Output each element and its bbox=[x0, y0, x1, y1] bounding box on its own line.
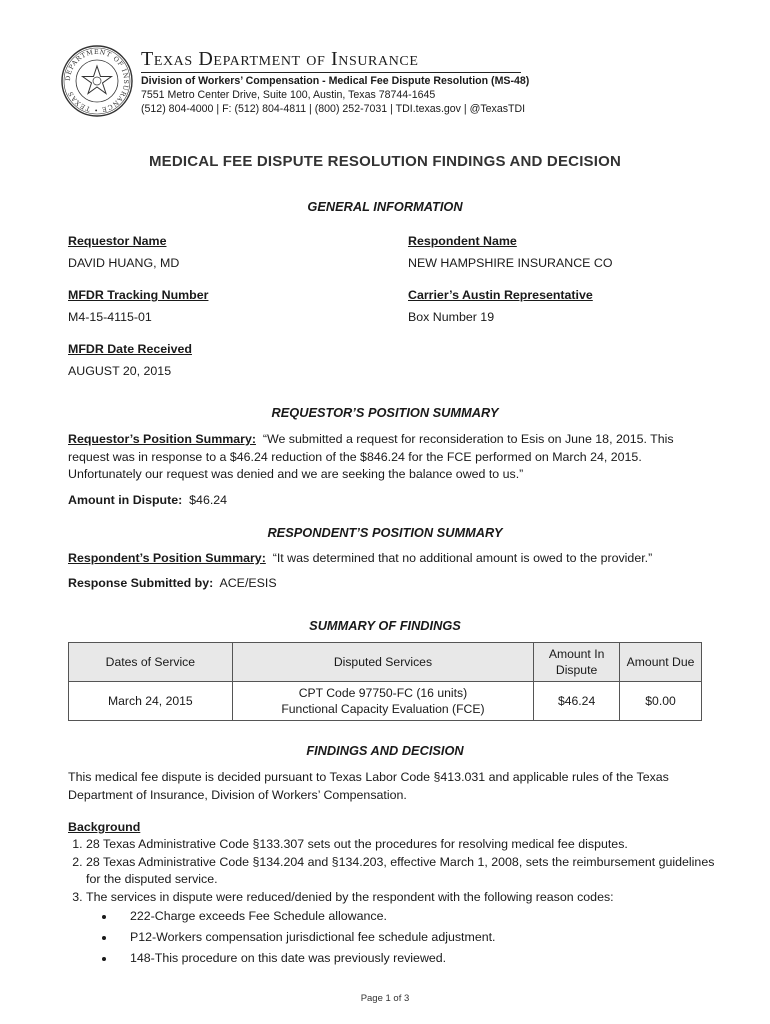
summary-of-findings-heading: SUMMARY OF FINDINGS bbox=[309, 618, 461, 633]
texas-department-of-insurance-seal-icon bbox=[60, 44, 134, 118]
respondent-position-heading: RESPONDENT’S POSITION SUMMARY bbox=[267, 525, 503, 540]
response-submitted-label: Response Submitted by: bbox=[68, 576, 214, 590]
reason-code: • 148-This procedure on this date was previously reviewed. bbox=[116, 950, 726, 967]
amount-in-dispute bbox=[68, 493, 227, 507]
column-header-disputed-services: Disputed Services bbox=[232, 643, 533, 682]
document-title: MEDICAL FEE DISPUTE RESOLUTION FINDINGS AND DECISION bbox=[148, 153, 622, 170]
column-header-amount-due: Amount Due bbox=[620, 643, 702, 682]
header-rule bbox=[141, 72, 521, 73]
tracking-number-label: MFDR Tracking Number bbox=[68, 288, 209, 302]
date-received: AUGUST 20, 2015 bbox=[68, 364, 172, 378]
column-header-amount-in-dispute: Amount In Dispute bbox=[534, 643, 620, 682]
list-item-text: The services in dispute were reduced/denied by the respondent with the following reason codes: bbox=[86, 889, 614, 904]
reason-code: • 222-Charge exceeds Fee Schedule allowance. bbox=[116, 908, 726, 925]
agency-seal bbox=[60, 44, 134, 118]
response-submitted-by bbox=[68, 576, 277, 590]
requestor-position-heading: REQUESTOR’S POSITION SUMMARY bbox=[271, 405, 499, 420]
carrier-representative-label: Carrier’s Austin Representative bbox=[408, 288, 593, 302]
amount-in-dispute-label: Amount in Dispute: bbox=[68, 493, 183, 507]
cell-amount-due: $0.00 bbox=[620, 682, 702, 721]
reason-code: • P12-Workers compensation jurisdictional fee schedule adjustment. bbox=[116, 929, 726, 946]
page-number: Page 1 of 3 bbox=[360, 993, 410, 1004]
cell-date-of-service: March 24, 2015 bbox=[69, 682, 233, 721]
division-name: Division of Workers’ Compensation - Medical Fee Dispute Resolution (MS-48) bbox=[141, 75, 530, 87]
general-information-heading: GENERAL INFORMATION bbox=[307, 199, 463, 214]
background-list bbox=[68, 836, 726, 971]
requestor-name-label: Requestor Name bbox=[68, 234, 167, 248]
response-submitted-value: ACE/ESIS bbox=[219, 576, 277, 590]
findings-table-header bbox=[69, 643, 702, 682]
seal-text: DEPARTMENT OF INSURANCE • TEXAS bbox=[63, 47, 131, 115]
requestor-name: DAVID HUANG, MD bbox=[68, 256, 180, 270]
amount-in-dispute-value: $46.24 bbox=[189, 493, 228, 507]
list-item: 2. 28 Texas Administrative Code §134.204 and §134.203, effective March 1, 2008, sets the reimbursement guidelines for the disputed service. bbox=[86, 854, 726, 889]
respondent-name: NEW HAMPSHIRE INSURANCE CO bbox=[408, 256, 613, 270]
requestor-position-summary bbox=[68, 431, 708, 484]
findings-intro: This medical fee dispute is decided pursuant to Texas Labor Code §413.031 and applicable rules of the Texas Department of Insurance, Division of Workers’ Compensation. bbox=[68, 770, 669, 802]
service-description: Functional Capacity Evaluation (FCE) bbox=[281, 702, 485, 716]
agency-contacts: (512) 804-4000 | F: (512) 804-4811 | (800) 252-7031 | TDI.texas.gov | @TexasTDI bbox=[141, 103, 526, 115]
respondent-summary-label: Respondent’s Position Summary: bbox=[68, 551, 266, 565]
findings-table bbox=[68, 642, 702, 721]
requestor-summary-text: “We submitted a request for reconsideration to Esis on June 18, 2015. This request was in response to a $46.24 reduction of the $846.24 for the FCE performed on March 24, 2015. Unfortunately our request was denied and we are seeking the balance owed to us.” bbox=[68, 432, 674, 481]
service-code: CPT Code 97750-FC (16 units) bbox=[298, 686, 468, 700]
background-label: Background bbox=[68, 820, 141, 834]
cell-disputed-services bbox=[232, 682, 533, 721]
column-header-dates-of-service: Dates of Service bbox=[69, 643, 233, 682]
tracking-number: M4-15-4115-01 bbox=[68, 310, 152, 324]
requestor-summary-label: Requestor’s Position Summary: bbox=[68, 432, 256, 446]
respondent-position-summary bbox=[68, 550, 708, 568]
cell-amount-in-dispute: $46.24 bbox=[534, 682, 620, 721]
findings-and-decision-heading: FINDINGS AND DECISION bbox=[306, 743, 464, 758]
list-item: 1. 28 Texas Administrative Code §133.307 sets out the procedures for resolving medical fee disputes. bbox=[86, 836, 726, 854]
respondent-summary-text: “It was determined that no additional amount is owed to the provider.” bbox=[272, 551, 653, 565]
respondent-name-label: Respondent Name bbox=[408, 234, 517, 248]
carrier-representative: Box Number 19 bbox=[408, 310, 495, 324]
agency-address: 7551 Metro Center Drive, Suite 100, Austin, Texas 78744-1645 bbox=[141, 89, 436, 101]
list-item bbox=[86, 889, 726, 968]
reason-codes-list bbox=[86, 906, 726, 967]
table-row bbox=[69, 682, 702, 721]
date-received-label: MFDR Date Received bbox=[68, 342, 192, 356]
agency-name: Texas Department of Insurance bbox=[141, 48, 419, 70]
